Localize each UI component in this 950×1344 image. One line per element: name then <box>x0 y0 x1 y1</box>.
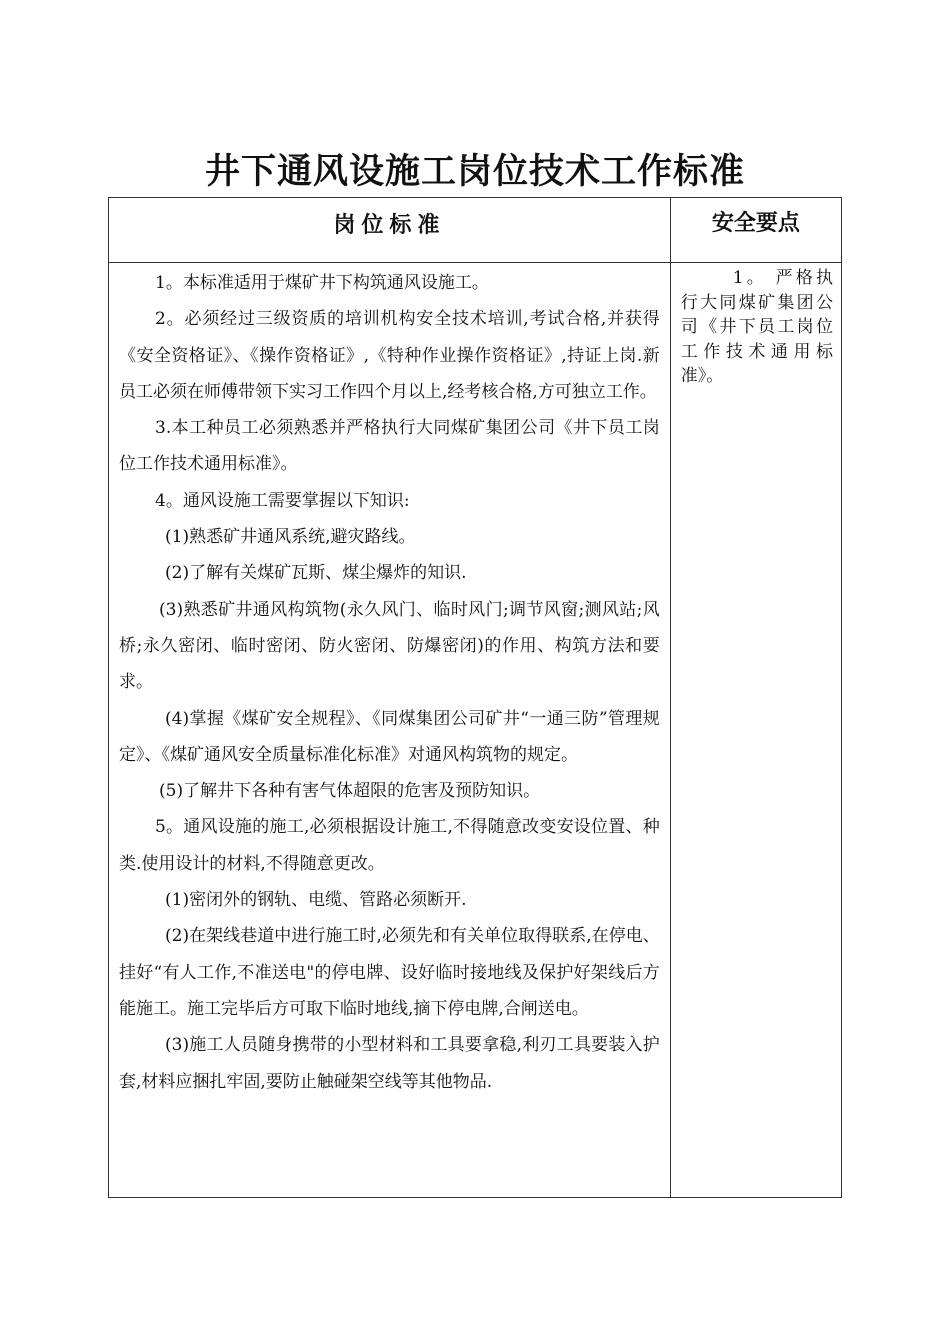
paragraph-knowledge: 4。通风设施工需要掌握以下知识: <box>155 490 410 511</box>
page-title: 井下通风设施工岗位技术工作标准 <box>204 152 745 192</box>
paragraph-knowledge-5: (5)了解井下各种有害气体超限的危害及预防知识。 <box>159 781 541 802</box>
safety-points-cell <box>670 263 841 1198</box>
standards-table <box>108 197 842 1198</box>
paragraph-knowledge-4: (4)掌握《煤矿安全规程》、《同煤集团公司矿井“一通三防”管理规定》、《煤矿通风安全质量标准化标准》对通风构筑物的规定。 <box>119 708 660 765</box>
paragraph-construction: 5。通风设施的施工,必须根据设计施工,不得随意改变安设位置、种类.使用设计的材料,不得随意更改。 <box>119 817 660 874</box>
safety-point-1: 1。 严格执行大同煤矿集团公司《井下员工岗位工作技术通用标准》。 <box>680 268 833 386</box>
job-standard-cell <box>109 263 671 1198</box>
header-job-standard: 岗位标准 <box>109 198 671 263</box>
paragraph-construction-3: (3)施工人员随身携带的小型材料和工具要拿稳,利刃工具要装入护套,材料应捆扎牢固,要防止触碰架空线等其他物品. <box>119 1035 660 1092</box>
paragraph-general-standard: 3.本工种员工必须熟悉并严格执行大同煤矿集团公司《井下员工岗位工作技术通用标准》。 <box>119 418 660 475</box>
table-body-row <box>109 263 842 1198</box>
paragraph-knowledge-3: (3)熟悉矿井通风构筑物(永久风门、临时风门;调节风窗;测风站;风桥;永久密闭、临时密闭、防火密闭、防爆密闭)的作用、构筑方法和要求。 <box>119 599 660 693</box>
paragraph-construction-1: (1)密闭外的钢轨、电缆、管路必须断开. <box>165 890 467 911</box>
paragraph-construction-2: (2)在架线巷道中进行施工时,必须先和有关单位取得联系,在停电、挂好“有人工作,不准送电"的停电牌、设好临时接地线及保护好架线后方能施工。施工完毕后方可取下临时地线,摘下停电牌,合闸送电。 <box>119 926 660 1019</box>
paragraph-scope: 1。本标准适用于煤矿井下构筑通风设施工。 <box>155 273 489 293</box>
header-safety-points: 安全要点 <box>670 198 841 263</box>
paragraph-training: 2。必须经过三级资质的培训机构安全技术培训,考试合格,并获得《安全资格证》、《操作资格证》,《特种作业操作资格证》,持证上岗.新员工必须在师傅带领下实习工作四个月以上,经考核合格,方可独立工作。 <box>119 309 660 402</box>
table-header-row <box>109 198 842 263</box>
paragraph-knowledge-1: (1)熟悉矿井通风系统,避灾路线。 <box>165 527 416 548</box>
paragraph-knowledge-2: (2)了解有关煤矿瓦斯、煤尘爆炸的知识. <box>165 563 467 584</box>
